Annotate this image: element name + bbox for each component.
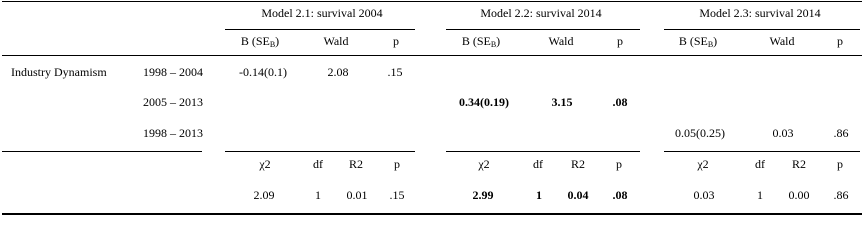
fit-2-r2: 0.04 <box>567 188 589 202</box>
fit-3-p: .86 <box>833 188 849 202</box>
r2-header-1: R2 <box>348 157 364 171</box>
fit-1-chi2: 2.09 <box>253 188 275 202</box>
fit-2-df: 1 <box>536 188 542 202</box>
chi2-header-2: χ2 <box>478 157 490 171</box>
fit-1-df: 1 <box>315 188 321 202</box>
row-3-p: .86 <box>833 126 849 140</box>
wald-header-3: Wald <box>769 34 795 48</box>
period-3: 1998 – 2013 <box>143 126 203 140</box>
b-se-header-2: B $(SE_B)$ <box>461 34 501 49</box>
bottom-rule <box>2 213 862 215</box>
chi2-header-1: χ2 <box>259 157 271 171</box>
row-3-b: 0.05(0.25) <box>675 126 725 140</box>
df-header-3: df <box>755 157 765 171</box>
fit-1-p: .15 <box>389 188 405 202</box>
row-1-p: .15 <box>387 65 403 79</box>
row-3-wald: 0.03 <box>772 126 794 140</box>
header-rule <box>2 55 862 56</box>
fit-2-chi2: 2.99 <box>472 188 494 202</box>
top-rule <box>2 1 862 2</box>
period-2: 2005 – 2013 <box>143 95 203 109</box>
chi2-header-3: χ2 <box>697 157 709 171</box>
period-1: 1998 – 2004 <box>143 65 203 79</box>
row-label: Industry Dynamism <box>11 65 107 79</box>
p-fit-header-1: p <box>394 157 400 171</box>
p-header-2: p <box>617 34 623 48</box>
fit-3-df: 1 <box>757 188 763 202</box>
model3-fit-rule <box>664 151 860 152</box>
p-header-1: p <box>393 34 399 48</box>
fit-3-r2: 0.00 <box>788 188 810 202</box>
fit-1-r2: 0.01 <box>346 188 368 202</box>
model-title-3: Model 2.3: survival 2014 <box>699 6 821 20</box>
model1-underline <box>225 29 415 30</box>
r2-header-2: R2 <box>570 157 586 171</box>
row-1-wald: 2.08 <box>327 65 349 79</box>
model3-underline <box>664 29 860 30</box>
model2-underline <box>446 29 640 30</box>
model2-fit-rule <box>446 151 640 152</box>
df-header-1: df <box>313 157 323 171</box>
p-fit-header-2: p <box>616 157 622 171</box>
fit-3-chi2: 0.03 <box>693 188 715 202</box>
model1-fit-rule <box>225 151 415 152</box>
model-title-1: Model 2.1: survival 2004 <box>261 6 383 20</box>
left-fit-rule <box>2 151 202 152</box>
row-1-b: -0.14(0.1) <box>239 65 287 79</box>
p-header-3: p <box>837 34 843 48</box>
model-title-2: Model 2.2: survival 2014 <box>480 6 602 20</box>
b-se-header-1: B $(SE_B)$ <box>240 34 280 49</box>
b-se-header-3: B $(SE_B)$ <box>678 34 718 49</box>
row-2-wald: 3.15 <box>551 95 573 109</box>
r2-header-3: R2 <box>791 157 807 171</box>
row-2-b: 0.34(0.19) <box>459 95 509 109</box>
row-2-p: .08 <box>612 95 628 109</box>
df-header-2: df <box>533 157 543 171</box>
wald-header-1: Wald <box>323 34 349 48</box>
p-fit-header-3: p <box>837 157 843 171</box>
fit-2-p: .08 <box>612 188 628 202</box>
wald-header-2: Wald <box>548 34 574 48</box>
